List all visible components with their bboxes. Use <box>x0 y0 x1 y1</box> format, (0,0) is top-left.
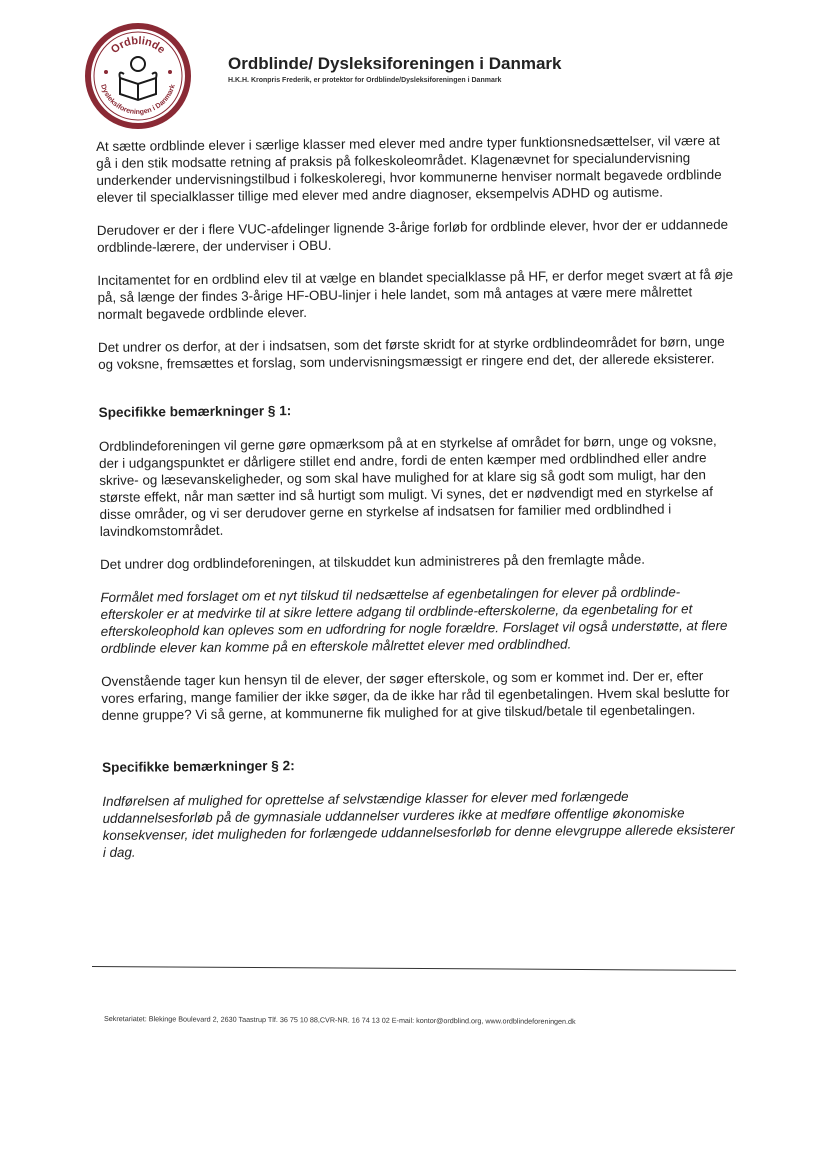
ordblinde-logo <box>84 22 192 130</box>
paragraph-7-quote: Formålet med forslaget om et nyt tilskud til nedsættelse af egenbetalingen for elever på ordblinde-efterskoler er at medvirke til at sikre lettere adgang til ordblinde-efterskolerne, da egenbetaling for et efterskoleophold kan opleves som en udfordring for nogle forældre. Forslaget vil også understøtte, at flere ordblinde elever kan komme på en efterskole målrettet elever med ordblindhed. <box>100 584 728 656</box>
svg-text:Dysleksiforeningen i Danmark: Dysleksiforeningen i Danmark <box>99 83 177 117</box>
paragraph-6: Det undrer dog ordblindeforeningen, at tilskuddet kun administreres på den fremlagte måde. <box>100 551 646 572</box>
letter-body <box>96 132 739 877</box>
svg-text:Ordblinde: Ordblinde <box>108 34 168 57</box>
paragraph-8: Ovenstående tager kun hensyn til de elever, der søger efterskole, og som er kommet ind. Der er, efter vores erfaring, mange familier der ikke søger, da de ikke har råd til egenbetalingen. Hvem skal beslutte for denne gruppe? Vi så gerne, at kommunerne fik mulighed for at give tilskud/betale til egenbetalingen. <box>101 668 730 723</box>
footer-contact: Sekretariatet: Blekinge Boulevard 2, 2630 Taastrup Tlf. 36 75 10 88,CVR-NR. 16 74 13 02 E-mail: kontor@ordblind.org, www.ordblindeforeningen.dk <box>103 1014 576 1026</box>
organization-subtitle: H.K.H. Kronpris Frederik, er protektor for Ordblinde/Dysleksiforeningen i Danmark <box>228 77 502 84</box>
footer-divider <box>92 966 736 971</box>
paragraph-3: Incitamentet for en ordblind elev til at vælge en blandet specialklasse på HF, er derfor meget svært at få øje på, så længe der findes 3-årige HF-OBU-linjer i hele landet, som må antages at være mere målrettet normalt begavede ordblinde elever. <box>97 266 734 322</box>
paragraph-1: At sætte ordblinde elever i særlige klasser med elever med andre typer funktionsnedsættelser, vil være at gå i den stik modsatte retning af praksis på folkeskoleområdet. Klagenævnet for specialundervisning underkender undervisningstilbud i folkeskoleregi, hvor kommunerne henviser normalt begavede ordblinde elever til specialklasser tillige med elever med andre diagnoser, eksempelvis ADHD og autisme. <box>96 133 722 205</box>
paragraph-9-quote: Indførelsen af mulighed for oprettelse af selvstændige klasser for elever med forlængede uddannelsesforløb på de gymnasiale uddannelser vurderes ikke at medføre offentlige økonomiske konsekvenser, idet muligheden for forlængede uddannelsesforløb for denne elevgruppe allerede eksisterer i dag. <box>102 788 735 860</box>
paragraph-4: Det undrer os derfor, at der i indsatsen, som det første skridt for at styrke ordblindeområdet for børn, unge og voksne, fremsættes et forslag, som undervisningsmæssigt er ringere end det, der allerede eksisterer. <box>97 333 725 372</box>
organization-title: Ordblinde/ Dysleksiforeningen i Danmark <box>228 54 562 73</box>
paragraph-2: Derudover er der i flere VUC-afdelinger lignende 3-årige forløb for ordblinde elever, hvor der er uddannede ordblinde-lærere, der underviser i OBU. <box>96 216 729 255</box>
section-heading-1: Specifikke bemærkninger § 1: <box>98 403 292 420</box>
paragraph-5: Ordblindeforeningen vil gerne gøre opmærksom på at en styrkelse af området for børn, unge og voksne, der i udgangspunktet er dårligere stillet end andre, fordi de enten kæmper med ordblindhed eller andre skrive- og læsevanskeligheder, og som skal have mulighed for at klare sig så godt som muligt, har den største effekt, når man sætter ind så hurtigt som muligt. Vi synes, det er nødvendigt med en styrkelse af disse områder, og vi ser derudover gerne en styrkelse af indsatsen for familier med ordblindhed i lavindkomstområdet. <box>98 433 717 539</box>
section-heading-2: Specifikke bemærkninger § 2: <box>101 758 295 775</box>
